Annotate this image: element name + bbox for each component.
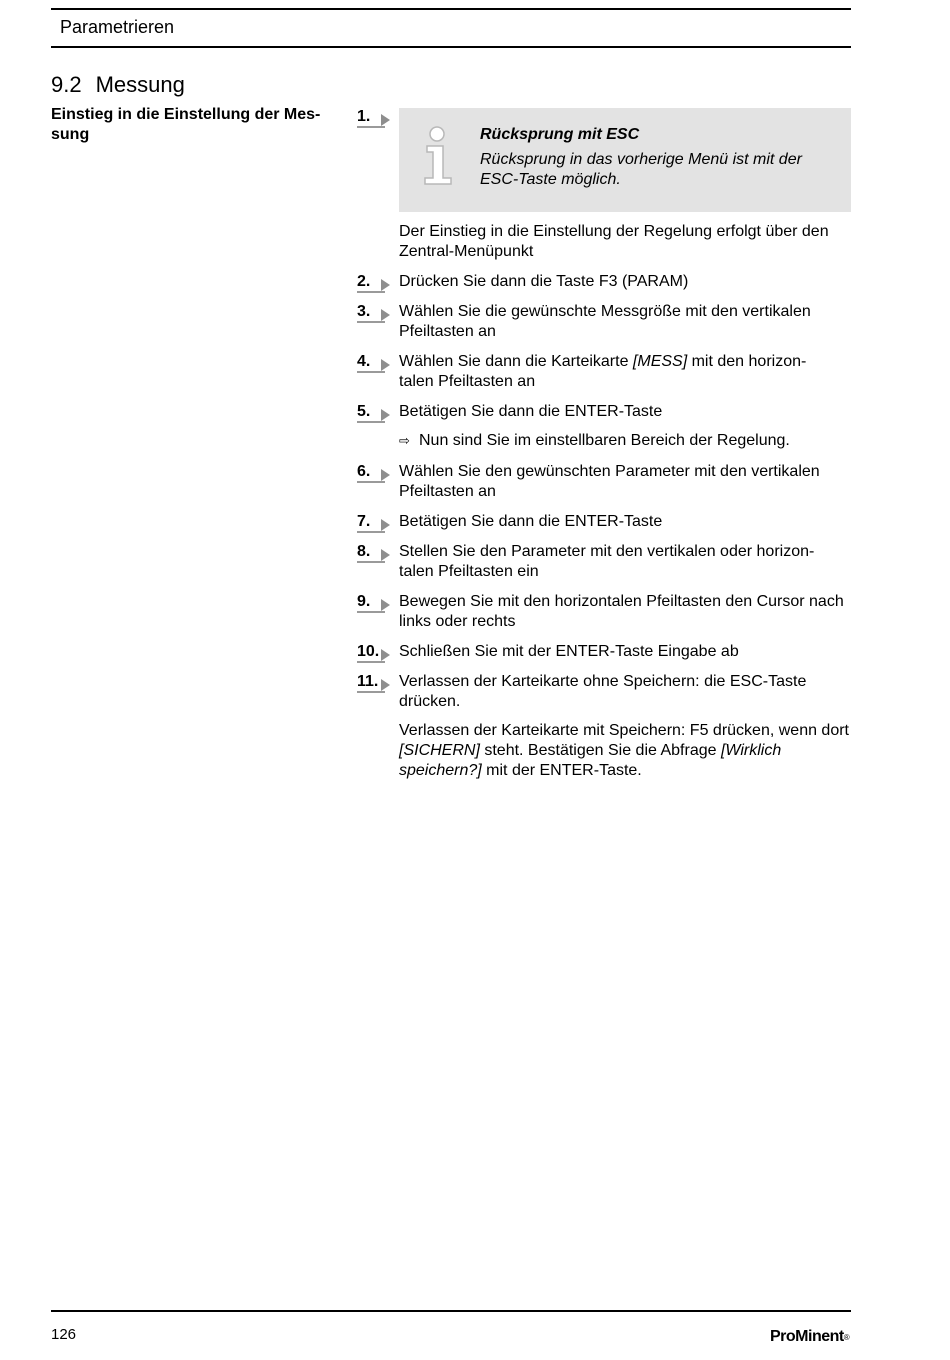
step-arrow-icon xyxy=(381,519,390,531)
section-title-text: Messung xyxy=(95,72,185,97)
header-bottom-rule xyxy=(51,46,851,48)
step-arrow-icon xyxy=(381,549,390,561)
step-text: Schließen Sie mit der ENTER-Taste Eingabe ab xyxy=(399,643,739,660)
step-underline xyxy=(357,561,385,563)
result-text: Nun sind Sie im einstellbaren Bereich der Regelung. xyxy=(419,432,790,449)
step-arrow-icon xyxy=(381,279,390,291)
header-title: Parametrieren xyxy=(60,17,175,37)
section-number: 9.2 xyxy=(51,72,82,97)
page-number: 126 xyxy=(51,1326,77,1343)
step-number: 5. xyxy=(357,403,371,420)
step-arrow-icon xyxy=(381,114,390,126)
header-top-rule xyxy=(51,8,851,10)
step-underline xyxy=(357,531,385,533)
side-heading-line2: sung xyxy=(51,126,90,143)
step-text: Betätigen Sie dann die ENTER-Taste xyxy=(399,513,663,530)
sichern-reference: [SICHERN] xyxy=(399,742,480,759)
step-number: 11. xyxy=(357,673,379,690)
step-arrow-icon xyxy=(381,679,390,691)
step-number: 8. xyxy=(357,543,371,560)
step-number: 9. xyxy=(357,593,371,610)
step-text: Betätigen Sie dann die ENTER-Taste xyxy=(399,403,663,420)
step-text xyxy=(399,352,851,392)
mess-tab-reference: [MESS] xyxy=(632,353,688,370)
result-arrow-icon: ⇨ xyxy=(399,433,410,448)
step-text: Drücken Sie dann die Taste F3 (PARAM) xyxy=(399,273,689,290)
step-text: Bewegen Sie mit den horizontalen Pfeiltasten den Cursor nach links oder rechts xyxy=(399,593,844,630)
step-text: Wählen Sie den gewünschten Parameter mit den vertikalen Pfeiltasten an xyxy=(399,463,820,500)
step-underline xyxy=(357,126,385,128)
info-icon xyxy=(421,126,457,186)
logo-registered-mark: ® xyxy=(843,1333,850,1342)
footer-rule xyxy=(51,1310,851,1312)
step-text: Verlassen der Karteikarte ohne Speichern: die ESC-Taste drücken. xyxy=(399,673,807,710)
side-heading-line1: Einstieg in die Einstellung der Mes- xyxy=(51,106,321,123)
side-heading xyxy=(51,105,321,145)
step-number: 7. xyxy=(357,513,371,530)
step-arrow-icon xyxy=(381,599,390,611)
step-underline xyxy=(357,481,385,483)
step-arrow-icon xyxy=(381,409,390,421)
step-arrow-icon xyxy=(381,649,390,661)
section-title xyxy=(51,72,185,98)
result-line xyxy=(399,431,790,451)
intro-paragraph: Der Einstieg in die Einstellung der Regelung erfolgt über den Zentral-Menüpunkt xyxy=(399,223,829,260)
step-text: Wählen Sie die gewünschte Messgröße mit den vertikalen Pfeiltasten an xyxy=(399,303,811,340)
prominent-logo xyxy=(770,1327,849,1347)
step-arrow-icon xyxy=(381,309,390,321)
info-box xyxy=(399,108,851,212)
step-underline xyxy=(357,611,385,613)
step-text-part: mit den horizon- talen Pfeiltasten an xyxy=(399,353,807,390)
step-number: 3. xyxy=(357,303,371,320)
step-underline xyxy=(357,371,385,373)
step-number: 2. xyxy=(357,273,371,290)
step-text-part: Wählen Sie dann die Karteikarte xyxy=(399,353,633,370)
logo-text: ProMinent xyxy=(770,1328,844,1345)
info-box-title: Rücksprung mit ESC xyxy=(480,126,640,143)
info-box-text: Rücksprung in das vorherige Menü ist mit der ESC-Taste möglich. xyxy=(480,151,802,188)
final-paragraph xyxy=(399,721,851,781)
step-number: 6. xyxy=(357,463,371,480)
final-paragraph-part: steht. Bestätigen Sie die Abfrage xyxy=(479,742,721,759)
step-text: Stellen Sie den Parameter mit den vertikalen oder horizon- talen Pfeiltasten ein xyxy=(399,543,815,580)
step-arrow-icon xyxy=(381,469,390,481)
step-arrow-icon xyxy=(381,359,390,371)
step-number: 10. xyxy=(357,643,380,660)
final-paragraph-part: Verlassen der Karteikarte mit Speichern: F5 drücken, wenn dort xyxy=(399,722,849,739)
confirm-prompt-reference: [Wirklich speichern?] xyxy=(399,742,782,779)
step-underline xyxy=(357,321,385,323)
step-underline xyxy=(357,421,385,423)
step-number: 4. xyxy=(357,353,371,370)
final-paragraph-part: mit der ENTER-Taste. xyxy=(481,762,642,779)
step-underline xyxy=(357,691,385,693)
step-underline xyxy=(357,291,385,293)
step-number: 1. xyxy=(357,108,371,125)
step-underline xyxy=(357,661,385,663)
